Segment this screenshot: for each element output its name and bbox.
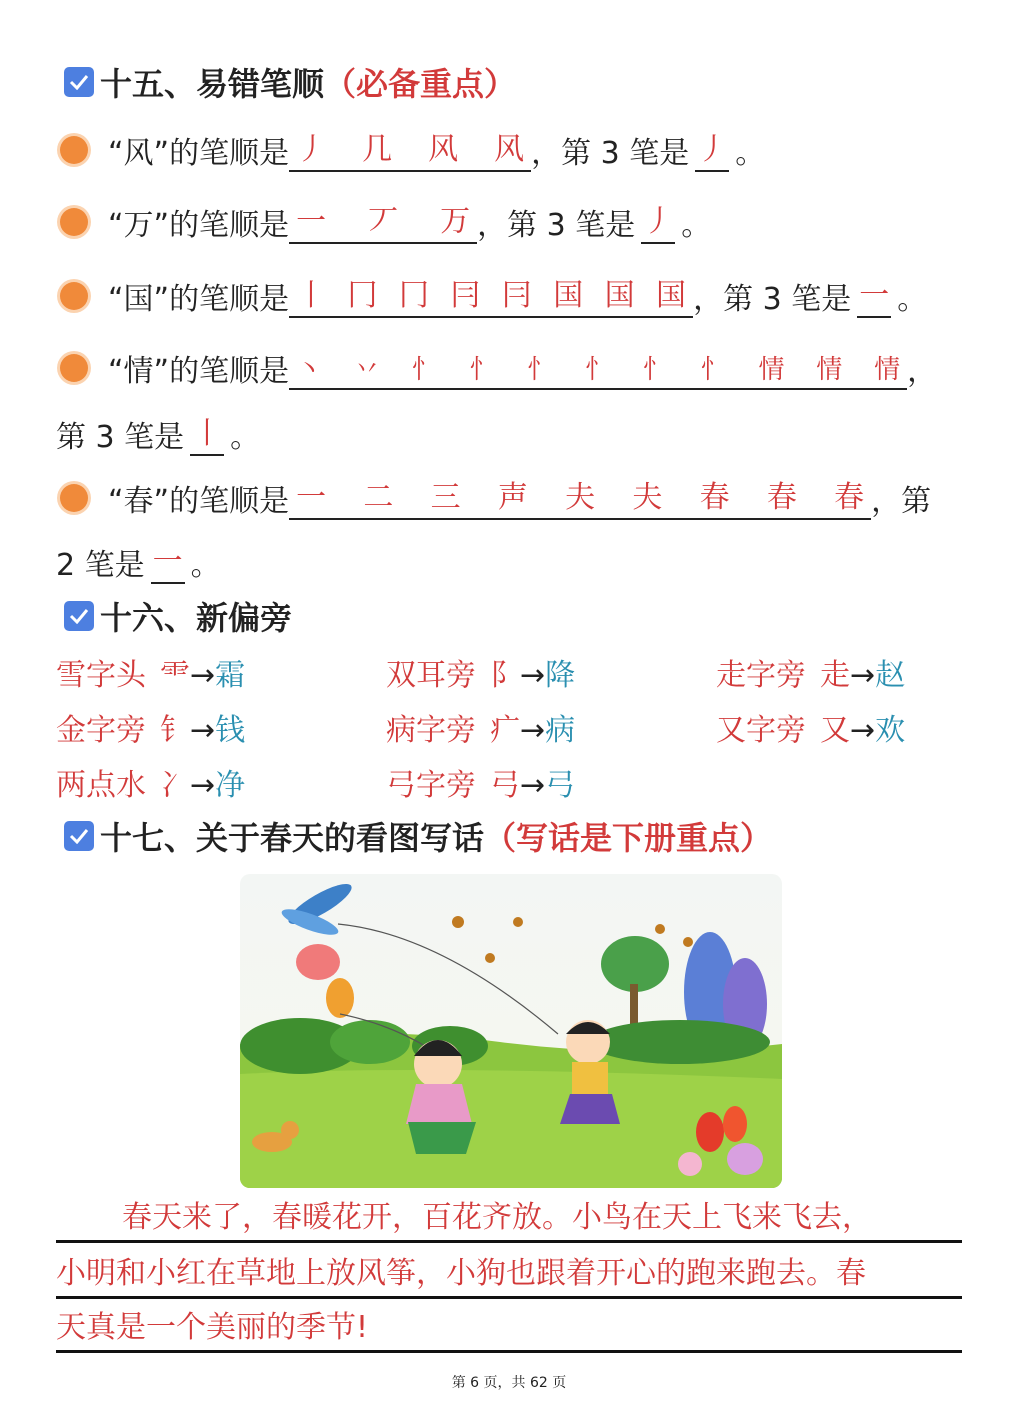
- writing-line: [56, 1246, 962, 1299]
- stroke-step: 夫: [565, 480, 596, 515]
- radical-item: [386, 760, 575, 804]
- arrow-icon: →: [850, 713, 876, 748]
- stroke-answer-blank: [289, 198, 477, 244]
- question-text: 2 笔是: [56, 548, 145, 583]
- radical-item: [716, 705, 905, 749]
- arrow-icon: →: [850, 658, 876, 693]
- checkbox-icon: [64, 821, 94, 851]
- stroke-step: 春: [834, 480, 865, 515]
- stroke-step: 三: [430, 480, 461, 515]
- stroke-order-item: [56, 270, 927, 318]
- stroke-answer-blank: [289, 344, 907, 390]
- stroke-order-continuation: [56, 408, 260, 456]
- writing-line: [56, 1300, 962, 1353]
- arrow-icon: →: [520, 768, 546, 803]
- radical-name: 双耳旁: [386, 658, 476, 693]
- stroke-order-item: [56, 124, 765, 172]
- stroke-answer-blank: [289, 272, 693, 318]
- writing-text: 春天来了，春暖花开，百花齐放。小鸟在天上飞来飞去，: [122, 1200, 872, 1235]
- bullet-icon: [60, 136, 88, 164]
- radical-name: 弓字旁: [386, 768, 476, 803]
- radical-example: 弓: [545, 768, 576, 803]
- question-text: “春”的笔顺是: [108, 484, 290, 519]
- stroke-step: 冃: [450, 278, 481, 313]
- arrow-icon: →: [190, 713, 216, 748]
- question-text: “情”的笔顺是: [108, 354, 290, 389]
- stroke-step: 国: [604, 278, 635, 313]
- stroke-step: 情: [816, 355, 843, 385]
- section-17-header: [64, 816, 772, 856]
- radical-name: 雪字头: [56, 658, 146, 693]
- radical-symbol: 冫: [160, 768, 190, 803]
- bullet-icon: [60, 484, 88, 512]
- stroke-nth-answer: 丿: [641, 196, 675, 244]
- arrow-icon: →: [190, 768, 216, 803]
- radical-item: [56, 760, 245, 804]
- page-footer: 第 6 页，共 62 页: [451, 1375, 567, 1391]
- punctuation: 。: [735, 136, 766, 171]
- radical-example: 降: [545, 658, 576, 693]
- stroke-nth-answer: 丿: [695, 124, 729, 172]
- radical-symbol: 弓: [490, 768, 520, 803]
- stroke-order-continuation: [56, 536, 221, 584]
- stroke-step: 春: [699, 480, 730, 515]
- section-title: 十六、新偏旁: [100, 599, 293, 637]
- punctuation: ，: [907, 354, 938, 389]
- question-text: “国”的笔顺是: [108, 282, 290, 317]
- radical-name: 两点水: [56, 768, 146, 803]
- writing-line: [56, 1190, 962, 1243]
- punctuation: 。: [230, 420, 261, 455]
- stroke-step: 春: [766, 480, 797, 515]
- stroke-step: 丶: [296, 355, 323, 385]
- stroke-step: 几: [362, 132, 393, 167]
- radical-item: [386, 705, 575, 749]
- question-text: “万”的笔顺是: [108, 208, 290, 243]
- stroke-step: 冂: [398, 278, 429, 313]
- checkbox-icon: [64, 601, 94, 631]
- arrow-icon: →: [520, 713, 546, 748]
- writing-text: 小明和小红在草地上放风筝，小狗也跟着开心的跑来跑去。春: [56, 1256, 866, 1291]
- radical-example: 病: [545, 713, 576, 748]
- radical-example: 净: [215, 768, 246, 803]
- stroke-step: 丨: [296, 278, 327, 313]
- stroke-step: 丆: [368, 204, 399, 239]
- stroke-step: 情: [758, 355, 785, 385]
- punctuation: 。: [190, 548, 221, 583]
- stroke-answer-blank: [289, 474, 871, 520]
- radical-item: [56, 705, 245, 749]
- checkbox-icon: [64, 67, 94, 97]
- section-title: 十七、关于春天的看图写话: [100, 819, 485, 857]
- stroke-step: 丷: [353, 355, 380, 385]
- radical-symbol: 走: [820, 658, 850, 693]
- stroke-step: 国: [656, 278, 687, 313]
- stroke-nth-answer: 丨: [190, 408, 224, 456]
- stroke-step: 风: [428, 132, 459, 167]
- radical-item: [56, 650, 245, 694]
- bullet-icon: [60, 354, 88, 382]
- stroke-step: 国: [553, 278, 584, 313]
- stroke-step: 情: [874, 355, 901, 385]
- stroke-step: 丿: [296, 132, 327, 167]
- stroke-step: 忄: [642, 355, 669, 385]
- question-text: 第 3 笔是: [56, 420, 185, 455]
- radical-symbol: 又: [820, 713, 850, 748]
- stroke-step: 忄: [527, 355, 554, 385]
- section-15-header: [64, 62, 516, 102]
- stroke-step: 声: [497, 480, 528, 515]
- radical-item: [386, 650, 575, 694]
- arrow-icon: →: [520, 658, 546, 693]
- radical-symbol: 钅: [160, 713, 190, 748]
- stroke-order-item: [56, 472, 931, 520]
- radical-example: 赵: [875, 658, 906, 693]
- stroke-step: 忄: [469, 355, 496, 385]
- stroke-step: 二: [363, 480, 394, 515]
- arrow-icon: →: [190, 658, 216, 693]
- stroke-order-item: [56, 342, 937, 390]
- stroke-nth-answer: 一: [151, 536, 185, 584]
- stroke-nth-answer: 一: [857, 270, 891, 318]
- section-title: 十五、易错笔顺: [100, 65, 325, 103]
- bullet-icon: [60, 208, 88, 236]
- stroke-step: 夫: [632, 480, 663, 515]
- stroke-step: 风: [494, 132, 525, 167]
- radical-item: [716, 650, 905, 694]
- punctuation: 。: [897, 282, 928, 317]
- radical-example: 钱: [215, 713, 246, 748]
- question-text: ，第 3 笔是: [693, 282, 852, 317]
- section-note: （写话是下册重点）: [484, 819, 773, 857]
- stroke-step: 一: [296, 204, 327, 239]
- bullet-icon: [60, 282, 88, 310]
- radical-name: 走字旁: [716, 658, 806, 693]
- question-text: “风”的笔顺是: [108, 136, 290, 171]
- question-text: ，第 3 笔是: [477, 208, 636, 243]
- stroke-step: 一: [296, 480, 327, 515]
- section-16-header: [64, 596, 292, 636]
- stroke-step: 冂: [347, 278, 378, 313]
- section-note: （必备重点）: [324, 65, 517, 103]
- radical-name: 金字旁: [56, 713, 146, 748]
- stroke-step: 万: [440, 204, 471, 239]
- stroke-step: 忄: [585, 355, 612, 385]
- radical-example: 欢: [875, 713, 906, 748]
- radical-symbol: 阝: [490, 658, 520, 693]
- radical-name: 病字旁: [386, 713, 476, 748]
- radical-name: 又字旁: [716, 713, 806, 748]
- radical-example: 霜: [215, 658, 246, 693]
- stroke-step: 冃: [501, 278, 532, 313]
- question-text: ，第: [871, 484, 932, 519]
- stroke-step: 忄: [700, 355, 727, 385]
- question-text: ，第 3 笔是: [531, 136, 690, 171]
- radical-symbol: ⻗: [160, 658, 190, 693]
- writing-text: 天真是一个美丽的季节!: [56, 1310, 369, 1345]
- stroke-order-item: [56, 196, 711, 244]
- punctuation: 。: [681, 208, 712, 243]
- spring-kite-illustration: [240, 874, 782, 1188]
- stroke-step: 忄: [411, 355, 438, 385]
- radical-symbol: 疒: [490, 713, 520, 748]
- stroke-answer-blank: [289, 126, 531, 172]
